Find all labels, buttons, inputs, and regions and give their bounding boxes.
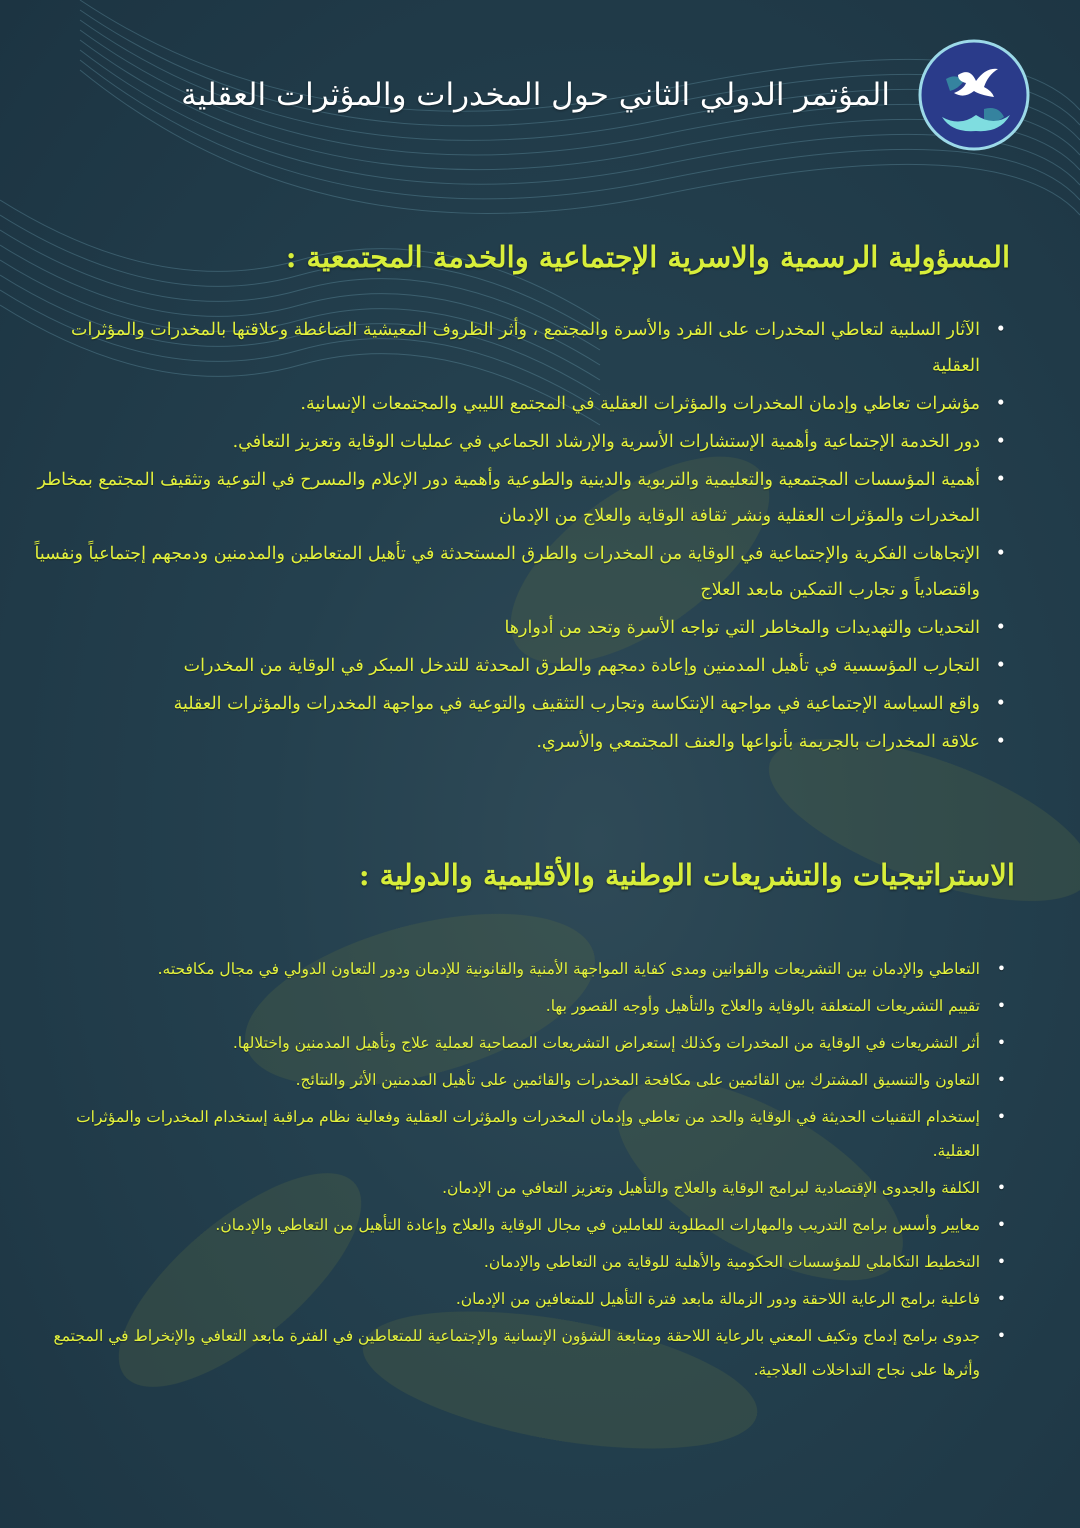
list-item: • جدوى برامج إدماج وتكيف المعني بالرعاية اللاحقة ومتابعة الشؤون الإنسانية والإجتماعية للمتعاطين في الفترة مابعد التعافي والإنخراط في المجتمع وأثرها على نجاح التداخلات العلاجية. [30, 1319, 1010, 1387]
list-item: • التعاطي والإدمان بين التشريعات والقوانين ومدى كفاية المواجهة الأمنية والقانونية للإدمان ودور التعاون الدولي في مجال مكافحته. [30, 952, 1010, 986]
list-item: • الآثار السلبية لتعاطي المخدرات على الفرد والأسرة والمجتمع ، وأثر الظروف المعيشية الضاغطة وعلاقتها بالمخدرات والمؤثرات العقلية [30, 312, 1010, 384]
section-official-family-responsibility [30, 240, 1010, 762]
list-item: • التحديات والتهديدات والمخاطر التي تواجه الأسرة وتحد من أدوارها [30, 610, 1010, 646]
list-item: • التعاون والتنسيق المشترك بين القائمين على مكافحة المخدرات والقائمين على تأهيل المدمنين الأثر والنتائج. [30, 1063, 1010, 1097]
list-item: • دور الخدمة الإجتماعية وأهمية الإستشارات الأسرية والإرشاد الجماعي في عمليات الوقاية وتعزيز التعافي. [30, 424, 1010, 460]
list-item: • مؤشرات تعاطي وإدمان المخدرات والمؤثرات العقلية في المجتمع الليبي والمجتمعات الإنسانية. [30, 386, 1010, 422]
list-item: • أهمية المؤسسات المجتمعية والتعليمية والتربوية والدينية والطوعية وأهمية دور الإعلام والمسرح في التوعية وتثقيف المجتمع بمخاطر المخدرات والمؤثرات العقلية ونشر ثقافة الوقاية والعلاج من الإدمان [30, 462, 1010, 534]
list-item: • علاقة المخدرات بالجريمة بأنواعها والعنف المجتمعي والأسري. [30, 724, 1010, 760]
list-item: • معايير وأسس برامج التدريب والمهارات المطلوبة للعاملين في مجال الوقاية والعلاج وإعادة التأهيل من التعاطي والإدمان. [30, 1208, 1010, 1242]
list-item: • فاعلية برامج الرعاية اللاحقة ودور الزمالة مابعد فترة التأهيل للمتعافين من الإدمان. [30, 1282, 1010, 1316]
list-item: • إستخدام التقنيات الحديثة في الوقاية والحد من تعاطي وإدمان المخدرات والمؤثرات العقلية وفعالية نظام مراقبة إستخدام المخدرات والمؤثرات العقلية. [30, 1100, 1010, 1168]
conference-title: المؤتمر الدولي الثاني حول المخدرات والمؤثرات العقلية [181, 77, 890, 113]
section-title: الاستراتيجيات والتشريعات الوطنية والأقليمية والدولية : [358, 858, 1015, 892]
section-title: المسؤولية الرسمية والاسرية الإجتماعية والخدمة المجتمعية : [285, 240, 1010, 274]
list-item: • الإتجاهات الفكرية والإجتماعية في الوقاية من المخدرات والطرق المستحدثة في تأهيل المتعاطين والمدمنين ودمجهم إجتماعياً ونفسياً واقتصادياً و تجارب التمكين مابعد العلاج [30, 536, 1010, 608]
topic-list [30, 952, 1010, 1387]
list-item: • الكلفة والجدوى الإقتصادية لبرامج الوقاية والعلاج والتأهيل وتعزيز التعافي من الإدمان. [30, 1171, 1010, 1205]
list-item: • أثر التشريعات في الوقاية من المخدرات وكذلك إستعراض التشريعات المصاحبة لعملية علاج وتأهيل المدمنين واختلالها. [30, 1026, 1010, 1060]
list-item: • التجارب المؤسسية في تأهيل المدمنين وإعادة دمجهم والطرق المحدثة للتدخل المبكر في الوقاية من المخدرات [30, 648, 1010, 684]
header [40, 40, 1030, 150]
section-strategies-legislation [30, 858, 1015, 1390]
dove-globe-hands-icon [918, 39, 1030, 151]
topic-list [30, 312, 1010, 760]
list-item: • تقييم التشريعات المتعلقة بالوقاية والعلاج والتأهيل وأوجه القصور بها. [30, 989, 1010, 1023]
list-item: • واقع السياسة الإجتماعية في مواجهة الإنتكاسة وتجارب التثقيف والتوعية في مواجهة المخدرات والمؤثرات العقلية [30, 686, 1010, 722]
list-item: • التخطيط التكاملي للمؤسسات الحكومية والأهلية للوقاية من التعاطي والإدمان. [30, 1245, 1010, 1279]
